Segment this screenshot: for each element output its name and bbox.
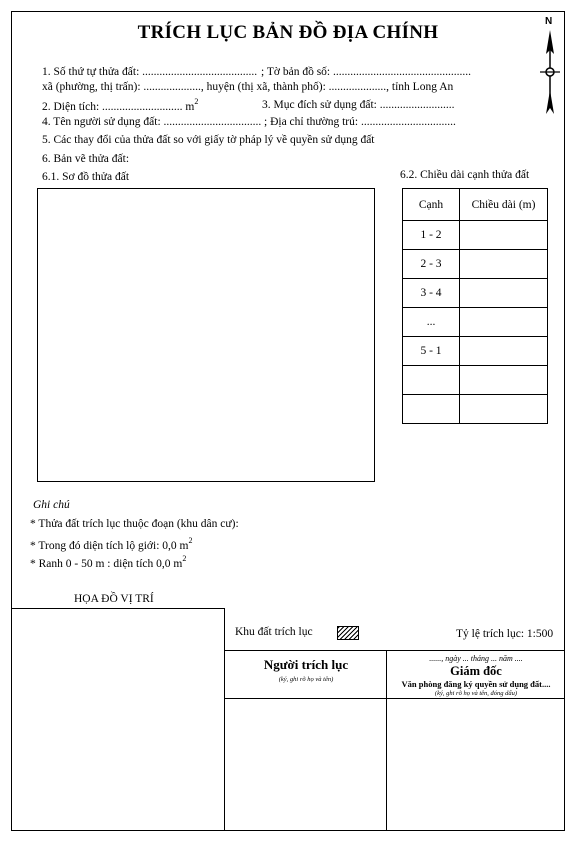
note-line-1: * Thửa đất trích lục thuộc đoạn (khu dân cư): (30, 518, 239, 530)
length-cell (460, 221, 548, 250)
area-label: 2. Diện tích: ............................ m (42, 101, 195, 113)
length-cell (460, 337, 548, 366)
signature-divider (386, 650, 387, 831)
length-cell (460, 366, 548, 395)
length-cell (460, 279, 548, 308)
area-field (42, 97, 198, 113)
date-line: ......, ngày ... tháng ... năm .... (429, 654, 523, 663)
diagram-heading: 6.1. Sơ đồ thửa đất (42, 171, 130, 183)
edge-cell: 2 - 3 (403, 250, 460, 279)
note-line-3-sup: 2 (182, 554, 187, 563)
edge-cell: 1 - 2 (403, 221, 460, 250)
map-sheet-field: ; Tờ bản đồ số: ................................................ (261, 66, 471, 78)
length-cell (460, 308, 548, 337)
residence-field: ; Địa chỉ thường trú: ................................. (264, 116, 456, 128)
note-line-3 (30, 554, 186, 570)
parcel-diagram-box (37, 188, 375, 482)
length-cell (460, 395, 548, 424)
director-title: Giám đốc (450, 664, 502, 678)
table-header-row (403, 189, 548, 221)
edge-cell (403, 366, 460, 395)
purpose-field: 3. Mục đích sử dụng đất: .......................... (262, 99, 455, 111)
extractor-title: Người trích lục (263, 657, 349, 672)
table-row (403, 250, 548, 279)
extractor-note: (ký, ghi rõ họ và tên) (278, 676, 334, 683)
location-map-heading: HỌA ĐỒ VỊ TRÍ (74, 593, 154, 605)
table-row (403, 337, 548, 366)
area-unit-sup: 2 (194, 97, 199, 106)
edge-lengths-heading: 6.2. Chiều dài cạnh thửa đất (400, 169, 530, 181)
note-line-2-sup: 2 (188, 536, 193, 545)
office-name: Văn phòng đăng ký quyền sử dụng đất.... (401, 679, 551, 689)
edge-header: Cạnh (403, 189, 460, 221)
edge-cell: 5 - 1 (403, 337, 460, 366)
changes-field: 5. Các thay đổi của thửa đất so với giấy tờ pháp lý về quyền sử dụng đất (42, 134, 375, 146)
length-cell (460, 250, 548, 279)
signature-area-mid-line (225, 698, 565, 699)
page-title: TRÍCH LỤC BẢN ĐỒ ĐỊA CHÍNH (137, 22, 439, 43)
note-line-2 (30, 536, 192, 552)
edge-cell (403, 395, 460, 424)
parcel-number-field: 1. Số thứ tự thửa đất: ........................................ (42, 66, 258, 78)
edge-cell: ... (403, 308, 460, 337)
scale-label: Tỷ lệ trích lục: 1:500 (456, 628, 554, 640)
table-row (403, 308, 548, 337)
signature-area-top-line (225, 650, 565, 651)
location-map-box (11, 608, 225, 831)
length-header: Chiều dài (m) (460, 189, 548, 221)
address-field: xã (phường, thị trấn): ...................., huyện (thị xã, thành phố): ...................., tỉnh Long An (42, 81, 454, 93)
table-row (403, 279, 548, 308)
edge-length-table (402, 188, 548, 424)
note-line-3-text: * Ranh 0 - 50 m : diện tích 0,0 m (30, 558, 183, 570)
north-label: N (545, 16, 553, 27)
owner-field: 4. Tên người sử dụng đất: .................................. (42, 116, 262, 128)
edge-cell: 3 - 4 (403, 279, 460, 308)
table-row (403, 221, 548, 250)
director-note: (ký, ghi rõ họ và tên, đóng dấu) (434, 690, 518, 697)
legend-label: Khu đất trích lục (235, 626, 313, 638)
table-row (403, 366, 548, 395)
table-row (403, 395, 548, 424)
note-line-2-text: * Trong đó diện tích lộ giới: 0,0 m (30, 540, 189, 552)
notes-heading: Ghi chú (33, 499, 70, 511)
drawing-heading: 6. Bản vẽ thửa đất: (42, 153, 130, 165)
hatch-pattern-icon (337, 626, 359, 640)
